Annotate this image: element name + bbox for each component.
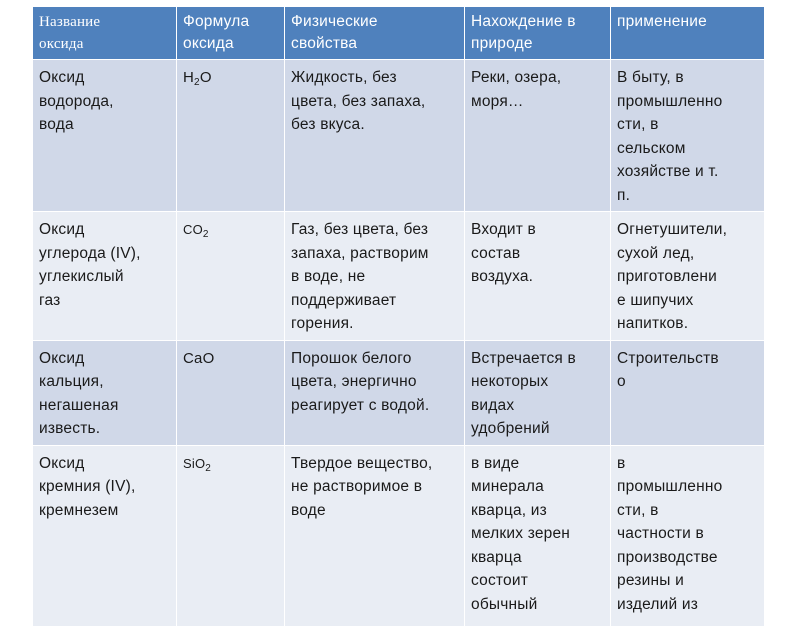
header-occurrence-in-nature: Нахождение в природе — [465, 7, 611, 60]
oxides-table — [32, 6, 765, 627]
header-formula: Формула оксида — [177, 7, 285, 60]
cell-oxide-name: Оксид кальция, негашеная известь. — [33, 340, 177, 445]
table-row — [33, 60, 765, 212]
cell-physical-properties: Жидкость, без цвета, без запаха, без вкуса. — [285, 60, 465, 212]
cell-occurrence-in-nature: Встречается в некоторых видах удобрений — [465, 340, 611, 445]
cell-application: Строительств о — [611, 340, 765, 445]
cell-physical-properties: Газ, без цвета, без запаха, растворим в воде, не поддерживает горения. — [285, 212, 465, 341]
cell-application: Огнетушители, сухой лед, приготовлени е шипучих напитков. — [611, 212, 765, 341]
oxides-table-container — [32, 6, 764, 613]
cell-physical-properties: Порошок белого цвета, энергично реагирует с водой. — [285, 340, 465, 445]
cell-oxide-name: Оксид водорода, вода — [33, 60, 177, 212]
cell-occurrence-in-nature: Реки, озера, моря… — [465, 60, 611, 212]
header-physical-properties: Физические свойства — [285, 7, 465, 60]
cell-occurrence-in-nature: в виде минерала кварца, из мелких зерен кварца состоит обычный — [465, 445, 611, 626]
cell-formula: $H_2O$ — [177, 60, 285, 212]
table-row — [33, 212, 765, 341]
cell-formula: $CO_2$ — [177, 212, 285, 341]
cell-application: В быту, в промышленно сти, в сельском хозяйстве и т. п. — [611, 60, 765, 212]
cell-formula: SiO$_2$ — [177, 445, 285, 626]
header-oxide-name: Название оксида — [33, 7, 177, 60]
cell-physical-properties: Твердое вещество, не растворимое в воде — [285, 445, 465, 626]
header-row — [33, 7, 765, 60]
cell-oxide-name: Оксид углерода (IV), углекислый газ — [33, 212, 177, 341]
cell-oxide-name: Оксид кремния (IV), кремнезем — [33, 445, 177, 626]
table-row — [33, 445, 765, 626]
cell-formula: CaO — [177, 340, 285, 445]
cell-application: в промышленно сти, в частности в производстве резины и изделий из — [611, 445, 765, 626]
cell-occurrence-in-nature: Входит в состав воздуха. — [465, 212, 611, 341]
table-row — [33, 340, 765, 445]
header-application: применение — [611, 7, 765, 60]
